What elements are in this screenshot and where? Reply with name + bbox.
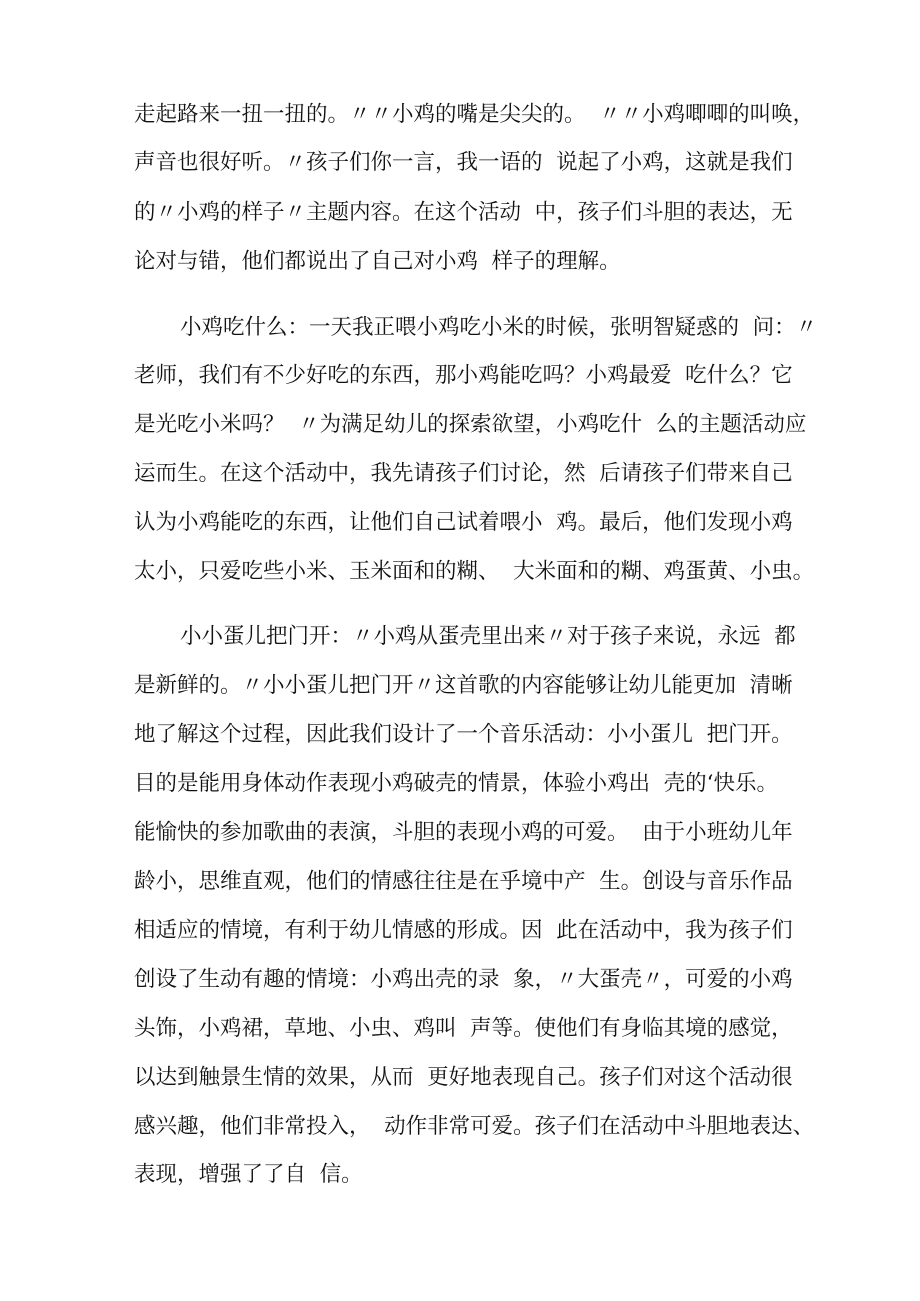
- paragraph-3-line-6: 龄小，思维直观，他们的情感往往是在乎境中产 生。创设与音乐作品: [134, 869, 793, 894]
- paragraph-3-line-4: 目的是能用身体动作表现小鸡破壳的情景，体验小鸡出 壳的‘快乐。: [134, 771, 779, 796]
- paragraph-3-line-11: 感兴趣，他们非常投入， 动作非常可爱。孩子们在活动中斗胆地表达、: [134, 1114, 815, 1139]
- paragraph-3-line-7: 相适应的情境，有利于幼儿情感的形成。因 此在活动中，我为孩子们: [134, 918, 793, 943]
- paragraph-1-line-2: 声音也很好听。〃孩子们你一言，我一语的 说起了小鸡，这就是我们: [134, 150, 793, 175]
- paragraph-2-line-4: 运而生。在这个活动中，我先请孩子们讨论，然 后请孩子们带来自己: [134, 461, 793, 486]
- paragraph-3-line-10: 以达到触景生情的效果，从而 更好地表现自己。孩子们对这个活动很: [134, 1065, 793, 1090]
- paragraph-2-line-1: 小鸡吃什么：一天我正喂小鸡吃小米的时候，张明智疑惑的 问：〃: [180, 315, 818, 340]
- paragraph-1-line-4: 论对与错，他们都说出了自己对小鸡 样子的理解。: [134, 249, 621, 274]
- paragraph-2-line-3: 是光吃小米吗？ 〃为满足幼儿的探索欲望，小鸡吃什 么的主题活动应: [134, 412, 807, 437]
- paragraph-3-line-9: 头饰，小鸡裙，草地、小虫、鸡叫 声等。使他们有身临其境的感觉，: [134, 1016, 793, 1041]
- paragraph-3-line-2: 是新鲜的。〃小小蛋儿把门开〃这首歌的内容能够让幼儿能更加 清晰: [134, 673, 793, 698]
- paragraph-1-line-3: 的〃小鸡的样子〃主题内容。在这个活动 中，孩子们斗胆的表达，无: [134, 200, 793, 225]
- paragraph-3-line-3: 地了解这个过程，因此我们设计了一个音乐活动：小小蛋儿 把门开。: [134, 722, 793, 747]
- paragraph-2-line-6: 太小，只爱吃些小米、玉米面和的糊、 大米面和的糊、鸡蛋黄、小虫。: [134, 559, 815, 584]
- paragraph-3-line-12: 表现，增强了了自 信。: [134, 1162, 363, 1187]
- paragraph-2-line-2: 老师，我们有不少好吃的东西，那小鸡能吃吗？小鸡最爱 吃什么？它: [134, 363, 793, 388]
- paragraph-3-line-8: 创设了生动有趣的情境：小鸡出壳的录 象，〃大蛋壳〃，可爱的小鸡: [134, 967, 793, 992]
- paragraph-1-line-1: 走起路来一扭一扭的。〃〃小鸡的嘴是尖尖的。 〃〃小鸡唧唧的叫唤，: [134, 102, 815, 127]
- paragraph-3-line-1: 小小蛋儿把门开：〃小鸡从蛋壳里出来〃对于孩子来说，永远 都: [180, 624, 796, 649]
- paragraph-2-line-5: 认为小鸡能吃的东西，让他们自己试着喂小 鸡。最后，他们发现小鸡: [134, 510, 793, 535]
- paragraph-3-line-5: 能愉快的参加歌曲的表演，斗胆的表现小鸡的可爱。 由于小班幼儿年: [134, 820, 793, 845]
